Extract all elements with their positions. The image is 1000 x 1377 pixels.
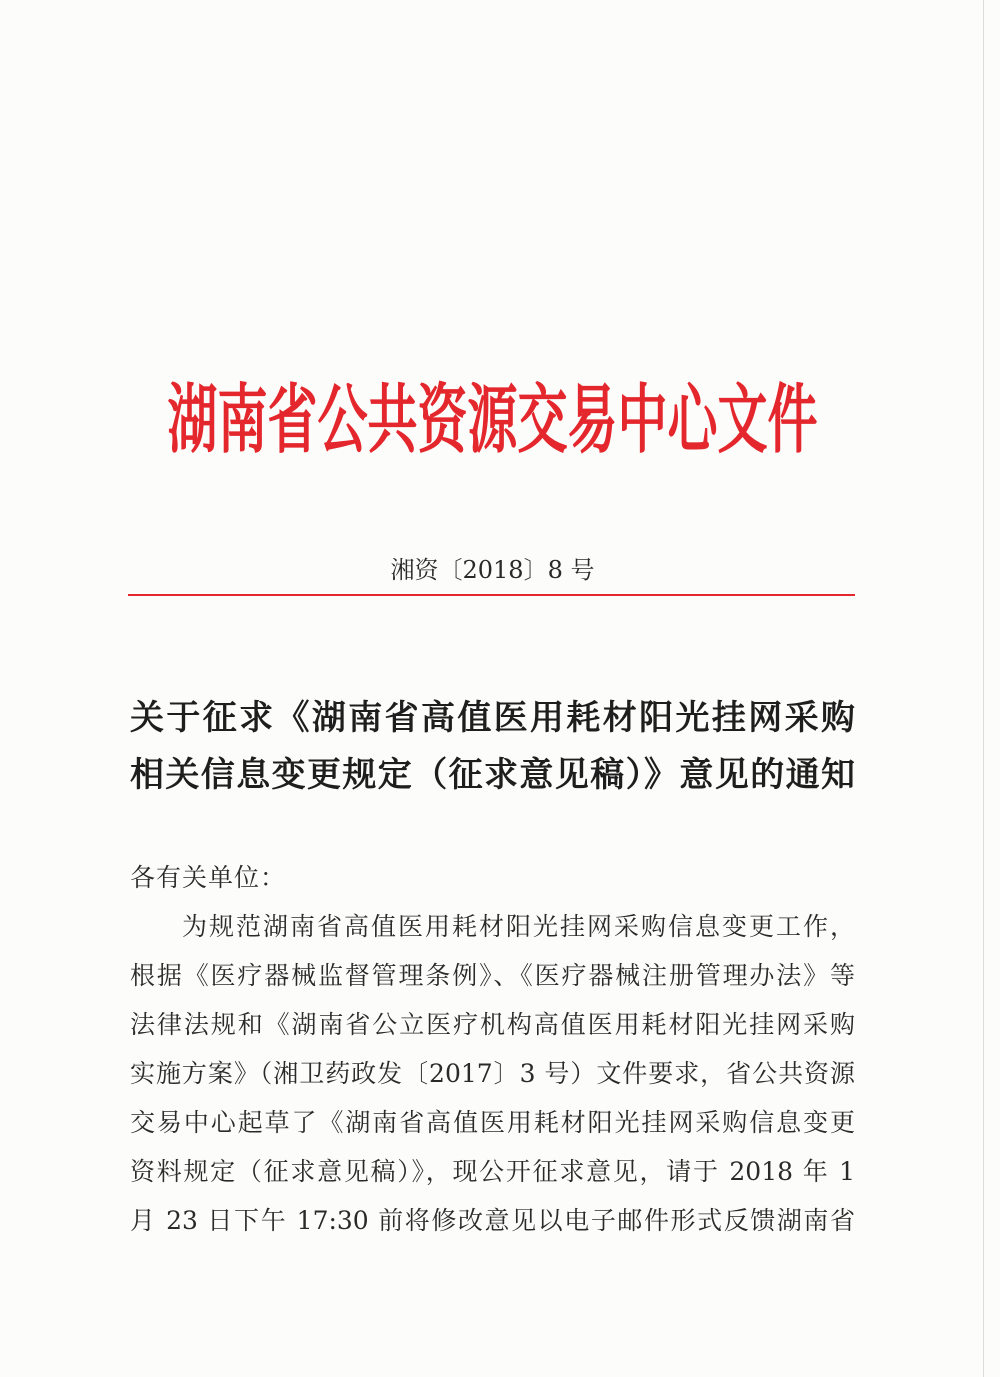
notice-body <box>130 853 855 1245</box>
body-line: 交易中心起草了《湖南省高值医用耗材阳光挂网采购信息变更 <box>130 1108 855 1137</box>
body-line: 资料规定（征求意见稿）》，现公开征求意见，请于 2018 年 1 <box>130 1157 855 1186</box>
document-number: 湘资〔2018〕8 号 <box>390 556 595 584</box>
page-edge <box>983 0 984 1377</box>
red-divider-line <box>128 594 855 596</box>
notice-title-line: 关于征求《湖南省高值医用耗材阳光挂网采购 <box>130 698 855 738</box>
document-header <box>160 375 825 464</box>
body-line: 月 23 日下午 17:30 前将修改意见以电子邮件形式反馈湖南省 <box>130 1206 855 1235</box>
body-line: 实施方案》（湘卫药政发〔2017〕3 号）文件要求，省公共资源 <box>130 1059 855 1088</box>
body-line: 为规范湖南省高值医用耗材阳光挂网采购信息变更工作， <box>182 912 855 941</box>
body-line: 法律法规和《湖南省公立医疗机构高值医用耗材阳光挂网采购 <box>130 1010 855 1039</box>
notice-title-line: 相关信息变更规定（征求意见稿）》意见的通知 <box>130 755 855 795</box>
body-line: 根据《医疗器械监督管理条例》、《医疗器械注册管理办法》等 <box>130 961 855 990</box>
notice-title <box>130 690 855 804</box>
issuer-title: 湖南省公共资源交易中心文件 <box>167 375 818 464</box>
salutation: 各有关单位： <box>130 863 287 892</box>
